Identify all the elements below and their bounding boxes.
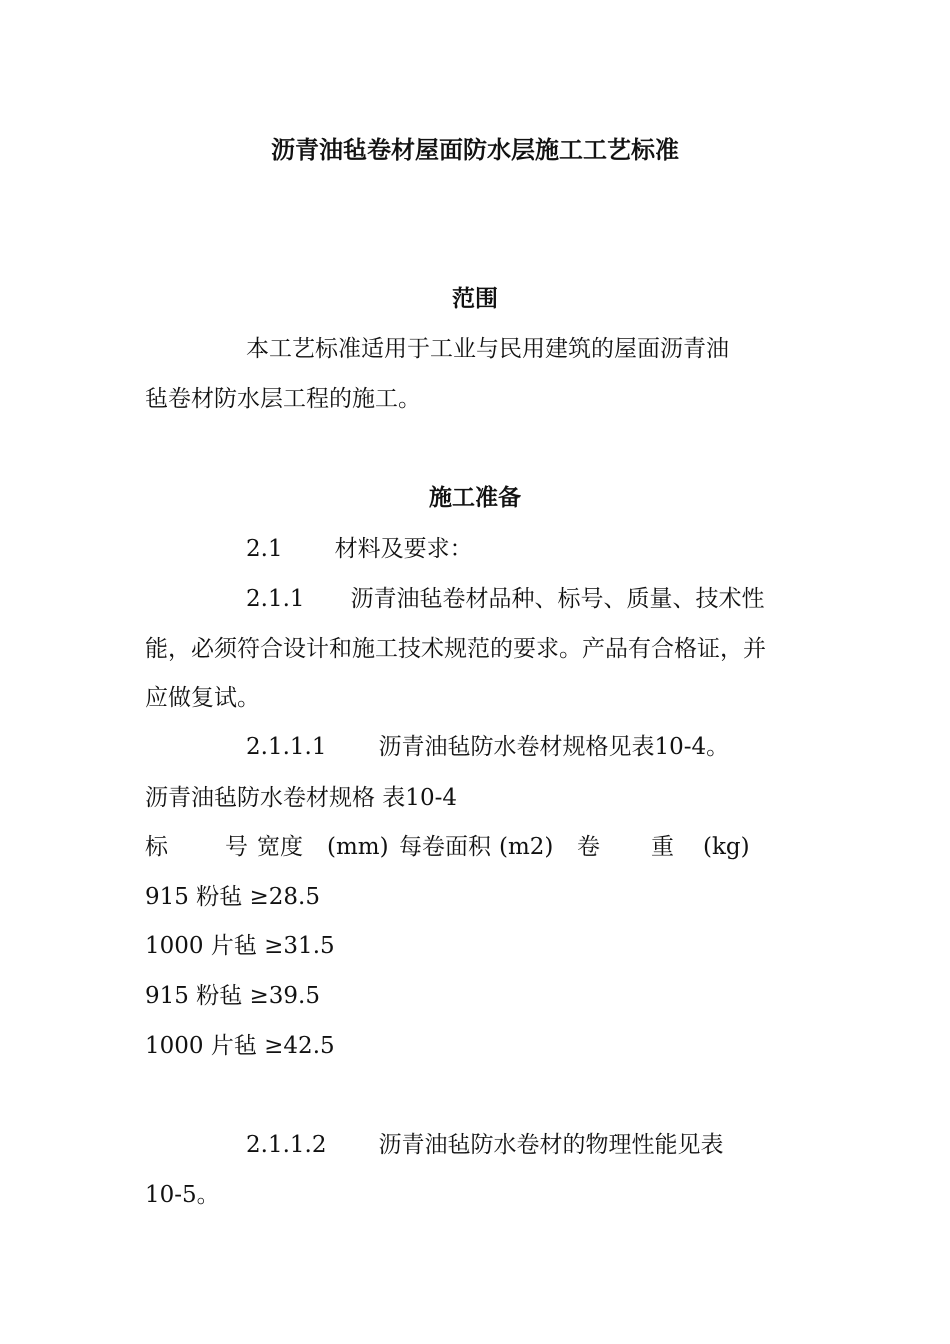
- item-2-1-1-2-line-1: [246, 1130, 723, 1160]
- scope-paragraph-line-2: 毡卷材防水层工程的施工。: [145, 386, 421, 412]
- table-header-cell: 重: [651, 834, 674, 860]
- table-header-cell: 标: [145, 834, 168, 860]
- item-2-1-1-2-line-2: 10-5。: [145, 1182, 220, 1208]
- section-heading-scope: 范围: [452, 285, 498, 312]
- table-row: 1000 片毡 ≥42.5: [145, 1033, 335, 1059]
- item-2-1-1-line-3: 应做复试。: [145, 685, 260, 711]
- document-title: 沥青油毡卷材屋面防水层施工工艺标准: [271, 135, 679, 164]
- table-header-cell: 宽度: [257, 834, 303, 860]
- table-header-cell: 卷: [577, 834, 600, 860]
- item-2-1-1-2-number: 2.1.1.2: [246, 1132, 327, 1158]
- table-header-cell: 号: [225, 834, 248, 860]
- table-header-cell: (m2): [499, 834, 554, 860]
- table-row: 1000 片毡 ≥31.5: [145, 933, 335, 959]
- item-2-1-1-line-1: [246, 584, 765, 614]
- table-header-cell: (mm): [327, 834, 389, 860]
- item-2-1-number: 2.1: [246, 536, 283, 562]
- table-row: 915 粉毡 ≥39.5: [145, 983, 321, 1009]
- item-2-1-1-2-text: 沥青油毡防水卷材的物理性能见表: [378, 1132, 724, 1158]
- item-2-1-1-1: [246, 732, 729, 762]
- table-header: [145, 832, 750, 862]
- item-2-1-1-1-text: 沥青油毡防水卷材规格见表10-4。: [378, 734, 730, 760]
- table-caption: 沥青油毡防水卷材规格 表10-4: [145, 785, 457, 811]
- item-2-1-text: 材料及要求：: [334, 536, 473, 562]
- table-header-cell: 每卷面积: [399, 834, 491, 860]
- item-2-1-1-1-number: 2.1.1.1: [246, 734, 327, 760]
- section-heading-preparation: 施工准备: [429, 484, 521, 511]
- item-2-1-1-line-2: 能，必须符合设计和施工技术规范的要求。产品有合格证，并: [145, 636, 766, 662]
- item-2-1-1-text: 沥青油毡卷材品种、标号、质量、技术性: [350, 586, 765, 612]
- table-row: 915 粉毡 ≥28.5: [145, 884, 321, 910]
- item-2-1: [246, 534, 473, 564]
- table-header-cell: (kg): [703, 834, 750, 860]
- scope-paragraph-line-1: 本工艺标准适用于工业与民用建筑的屋面沥青油: [246, 336, 729, 362]
- item-2-1-1-number: 2.1.1: [246, 586, 305, 612]
